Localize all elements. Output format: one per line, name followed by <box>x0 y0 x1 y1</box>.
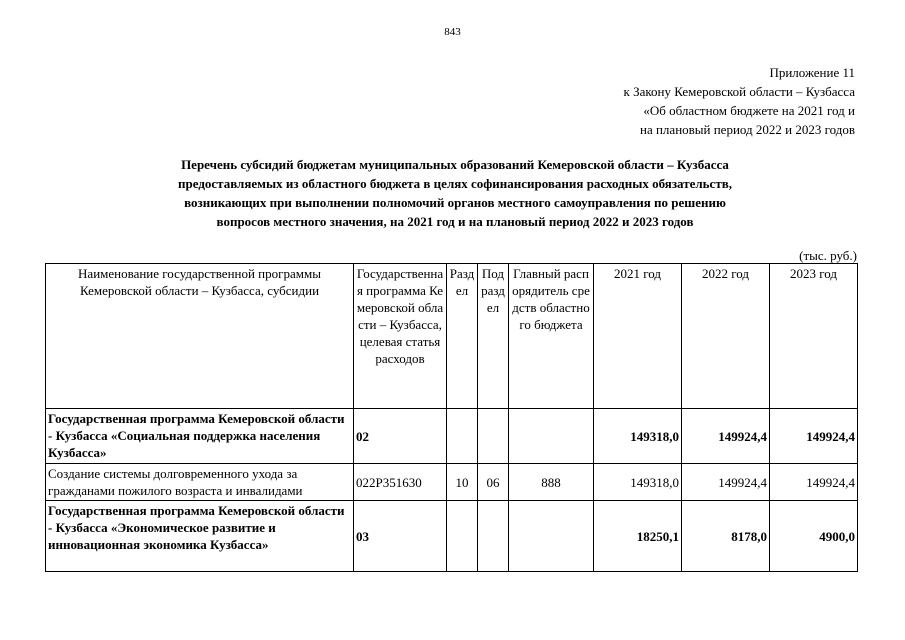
row-2023-amount: 149924,4 <box>770 409 858 464</box>
row-2022-amount: 149924,4 <box>682 409 770 464</box>
row-2021-amount: 18250,1 <box>594 501 682 572</box>
header-name: Наименование государственной программы Кемеровской области – Кузбасса, субсидии <box>46 264 354 409</box>
units-label: (тыс. руб.) <box>799 248 857 263</box>
row-name: Государственная программа Кемеровской области - Кузбасса «Социальная поддержка населения Кузбасса» <box>46 409 354 464</box>
header-section: Раздел <box>447 264 478 409</box>
table-row <box>46 464 858 501</box>
appendix-heading <box>624 63 856 139</box>
row-manager: 888 <box>509 464 594 501</box>
row-2022-amount: 149924,4 <box>682 464 770 501</box>
header-manager: Главный распорядитель средств областного бюджета <box>509 264 594 409</box>
row-program-code: 03 <box>354 501 447 572</box>
row-name: Государственная программа Кемеровской области - Кузбасса «Экономическое развитие и инновационная экономика Кузбасса» <box>46 501 354 572</box>
row-2022-amount: 8178,0 <box>682 501 770 572</box>
row-subsection <box>478 501 509 572</box>
header-2022: 2022 год <box>682 264 770 409</box>
subsidies-table <box>45 263 858 572</box>
title-line: предоставляемых из областного бюджета в целях софинансирования расходных обязательств, <box>178 176 732 191</box>
row-2021-amount: 149318,0 <box>594 409 682 464</box>
title-line: вопросов местного значения, на 2021 год и на плановый период 2022 и 2023 годов <box>216 214 694 229</box>
row-manager <box>509 501 594 572</box>
row-name: Создание системы долговременного ухода за гражданами пожилого возраста и инвалидами <box>46 464 354 501</box>
row-section <box>447 501 478 572</box>
table-header-row <box>46 264 858 409</box>
appendix-line: на плановый период 2022 и 2023 годов <box>640 122 855 137</box>
header-2023: 2023 год <box>770 264 858 409</box>
row-program-code: 022P351630 <box>354 464 447 501</box>
header-subsection: Подраздел <box>478 264 509 409</box>
row-subsection <box>478 409 509 464</box>
appendix-line: «Об областном бюджете на 2021 год и <box>643 103 855 118</box>
appendix-line: к Закону Кемеровской области – Кузбасса <box>623 84 855 99</box>
document-title <box>100 155 810 231</box>
header-program: Государственная программа Кемеровской области – Кузбасса, целевая статья расходов <box>354 264 447 409</box>
row-section <box>447 409 478 464</box>
row-section: 10 <box>447 464 478 501</box>
appendix-line: Приложение 11 <box>769 65 855 80</box>
row-2021-amount: 149318,0 <box>594 464 682 501</box>
title-line: возникающих при выполнении полномочий органов местного самоуправления по решению <box>184 195 726 210</box>
page-number: 843 <box>444 26 461 38</box>
row-program-code: 02 <box>354 409 447 464</box>
row-subsection: 06 <box>478 464 509 501</box>
row-2023-amount: 4900,0 <box>770 501 858 572</box>
header-2021: 2021 год <box>594 264 682 409</box>
row-2023-amount: 149924,4 <box>770 464 858 501</box>
row-manager <box>509 409 594 464</box>
table-row <box>46 501 858 572</box>
table-row <box>46 409 858 464</box>
title-line: Перечень субсидий бюджетам муниципальных образований Кемеровской области – Кузбасса <box>181 157 729 172</box>
